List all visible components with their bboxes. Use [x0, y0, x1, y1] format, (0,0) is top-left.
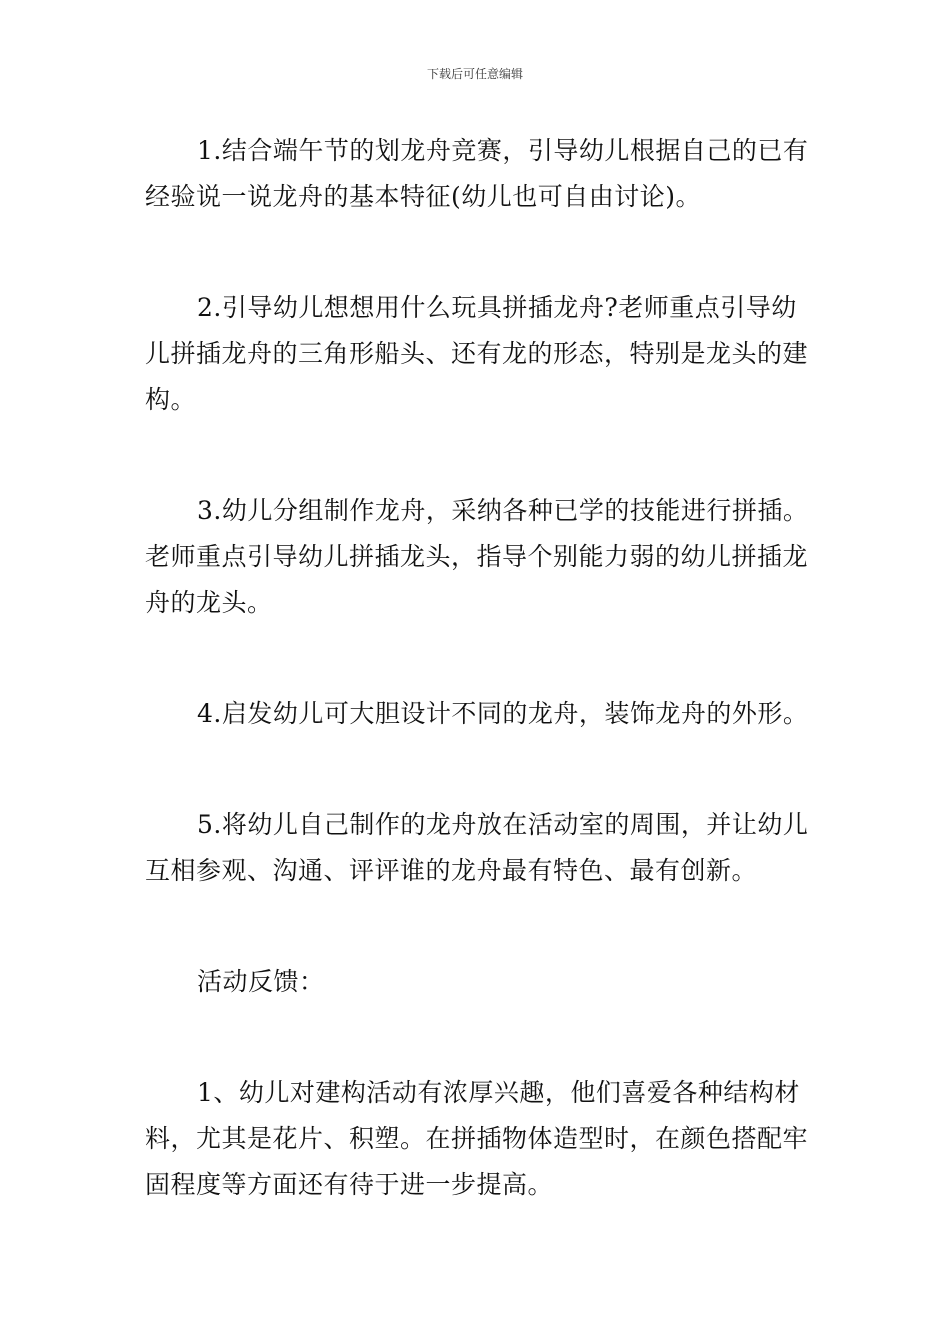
section-heading-feedback: 活动反馈： — [197, 967, 325, 996]
paragraph-step-1: 1.结合端午节的划龙舟竞赛，引导幼儿根据自己的已有经验说一说龙舟的基本特征(幼儿也可自由讨论)。 — [145, 136, 809, 211]
paragraph-step-5: 5.将幼儿自己制作的龙舟放在活动室的周围，并让幼儿互相参观、沟通、评评谁的龙舟最有特色、最有创新。 — [145, 810, 809, 885]
paragraph-step-4: 4.启发幼儿可大胆设计不同的龙舟，装饰龙舟的外形。 — [197, 699, 809, 728]
paragraph-step-3: 3.幼儿分组制作龙舟，采纳各种已学的技能进行拼插。老师重点引导幼儿拼插龙头，指导个别能力弱的幼儿拼插龙舟的龙头。 — [145, 496, 809, 617]
page-header: 下载后可任意编辑 — [426, 67, 523, 81]
document-body — [145, 128, 815, 1208]
paragraph-feedback-1: 1、幼儿对建构活动有浓厚兴趣，他们喜爱各种结构材料，尤其是花片、积塑。在拼插物体造型时，在颜色搭配牢固程度等方面还有待于进一步提高。 — [145, 1078, 809, 1199]
paragraph-step-2: 2.引导幼儿想想用什么玩具拼插龙舟?老师重点引导幼儿拼插龙舟的三角形船头、还有龙的形态，特别是龙头的建构。 — [145, 293, 809, 414]
